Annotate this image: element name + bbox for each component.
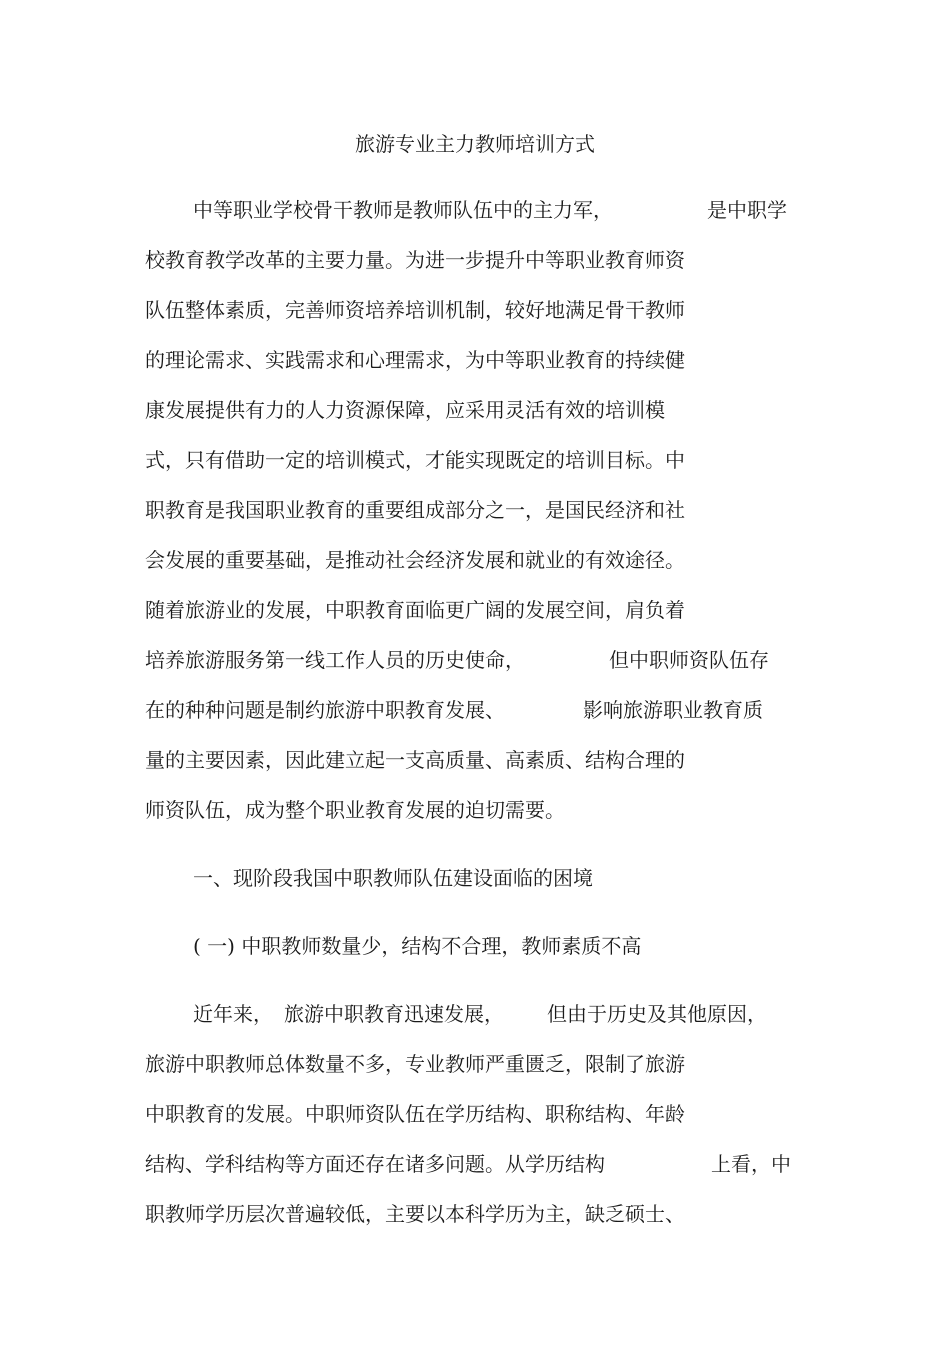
- intro-line-13: 师资队伍，成为整个职业教育发展的迫切需要。: [145, 798, 565, 822]
- intro-line-11-b: 影响旅游职业教育质: [583, 698, 763, 722]
- intro-line-8: 会发展的重要基础，是推动社会经济发展和就业的有效途径。: [145, 548, 685, 572]
- intro-line-2: 校教育教学改革的主要力量。为进一步提升中等职业教育师资: [145, 248, 685, 272]
- intro-line-5: 康发展提供有力的人力资源保障，应采用灵活有效的培训模: [145, 398, 665, 422]
- intro-line-10-a: 培养旅游服务第一线工作人员的历史使命，: [145, 648, 525, 672]
- intro-line-11-a: 在的种种问题是制约旅游中职教育发展、: [145, 698, 505, 722]
- intro-line-7: 职教育是我国职业教育的重要组成部分之一，是国民经济和社: [145, 498, 685, 522]
- intro-line-1-a: 中等职业学校骨干教师是教师队伍中的主力军，: [193, 198, 613, 222]
- subsection-heading: ( 一) 中职教师数量少，结构不合理，教师素质不高: [193, 934, 642, 958]
- para2-line-2: 旅游中职教师总体数量不多，专业教师严重匮乏，限制了旅游: [145, 1052, 685, 1076]
- para2-line-4-a: 结构、学科结构等方面还存在诸多问题。从学历结构: [145, 1152, 605, 1176]
- section-heading: 一、现阶段我国中职教师队伍建设面临的困境: [193, 866, 593, 890]
- intro-line-12: 量的主要因素，因此建立起一支高质量、高素质、结构合理的: [145, 748, 685, 772]
- para2-line-4-b: 上看，中: [711, 1152, 791, 1176]
- para2-line-5: 职教师学历层次普遍较低，主要以本科学历为主，缺乏硕士、: [145, 1202, 685, 1226]
- intro-line-10-b: 但中职师资队伍存: [609, 648, 769, 672]
- intro-line-6: 式，只有借助一定的培训模式，才能实现既定的培训目标。中: [145, 448, 685, 472]
- para2-line-1-c: 但由于历史及其他原因，: [547, 1002, 767, 1026]
- intro-line-1-b: 是中职学: [707, 198, 787, 222]
- para2-line-1-a: 近年来，: [193, 1002, 273, 1026]
- para2-line-3: 中职教育的发展。中职师资队伍在学历结构、职称结构、年龄: [145, 1102, 685, 1126]
- intro-line-4: 的理论需求、实践需求和心理需求，为中等职业教育的持续健: [145, 348, 685, 372]
- document-title: 旅游专业主力教师培训方式: [355, 132, 595, 156]
- intro-line-3: 队伍整体素质，完善师资培养培训机制，较好地满足骨干教师: [145, 298, 685, 322]
- intro-line-9: 随着旅游业的发展，中职教育面临更广阔的发展空间，肩负着: [145, 598, 685, 622]
- para2-line-1-b: 旅游中职教育迅速发展，: [284, 1002, 504, 1026]
